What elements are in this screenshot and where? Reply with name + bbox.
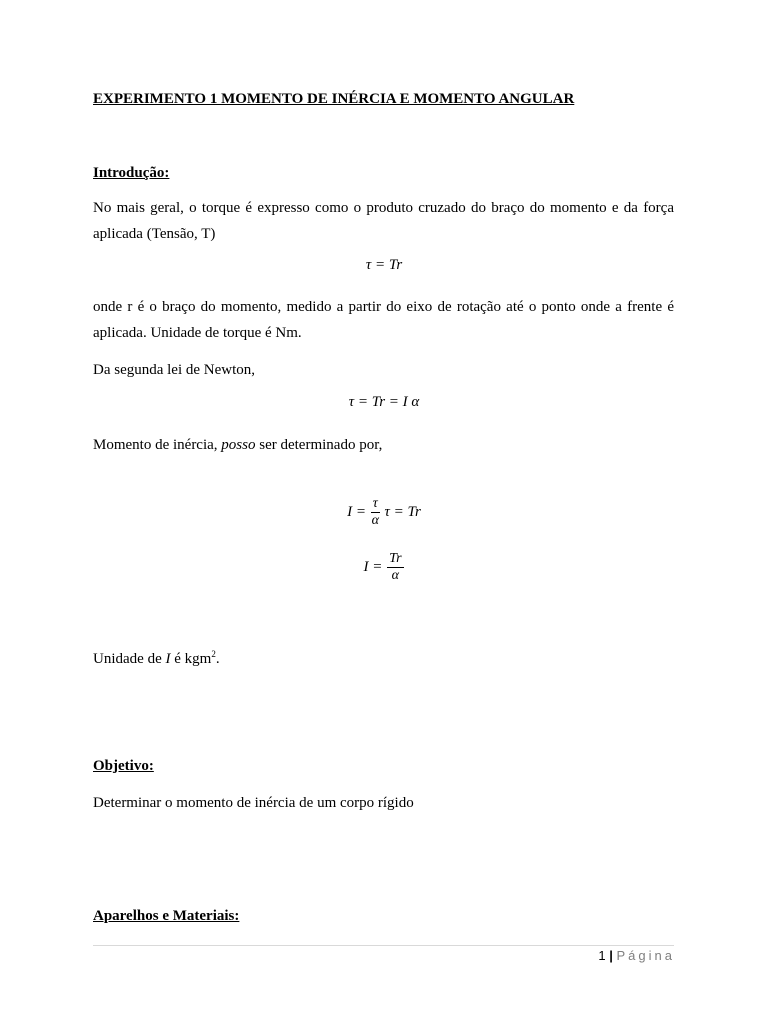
equation-4 — [0, 551, 768, 584]
intro-paragraph-4-end: ser determinado por, — [255, 437, 383, 453]
footer-divider — [93, 945, 674, 946]
unit-exponent: 2 — [211, 649, 216, 659]
equation-3-rhs: τ = Tr — [384, 503, 421, 520]
intro-paragraph-2: onde r é o braço do momento, medido a partir do eixo de rotação até o ponto onde a frente é aplicada. Unidade de torque é Nm. — [93, 299, 674, 341]
unit-symbol: I — [165, 651, 171, 667]
equation-3-lhs: I = — [347, 503, 366, 520]
intro-heading: Introdução: — [93, 165, 170, 181]
equation-4-denominator: α — [391, 568, 399, 583]
equation-4-fraction — [387, 551, 403, 584]
equation-1: τ = Tr — [365, 257, 403, 273]
equation-3 — [0, 496, 768, 529]
intro-paragraph-4-start: Momento de inércia, — [93, 437, 222, 453]
unit-sentence — [93, 641, 674, 672]
unit-sentence-end: . — [215, 651, 220, 667]
equation-3-fraction — [371, 496, 380, 529]
unit-sentence-mid: é kgm — [170, 651, 212, 667]
intro-paragraph-1: No mais geral, o torque é expresso como o produto cruzado do braço do momento e da força aplicada (Tensão, T) — [93, 200, 674, 242]
equation-2: τ = Tr = I α — [348, 394, 420, 410]
equation-3-denominator: α — [371, 513, 379, 528]
equation-3-numerator: τ — [372, 496, 378, 511]
document-title: EXPERIMENTO 1 MOMENTO DE INÉRCIA E MOMENTO ANGULAR — [93, 91, 575, 107]
objective-text: Determinar o momento de inércia de um corpo rígido — [93, 795, 414, 811]
page-label: Página — [616, 948, 675, 963]
page-footer — [598, 947, 675, 965]
unit-sentence-start: Unidade de — [93, 651, 166, 667]
equation-4-numerator: Tr — [389, 551, 402, 566]
intro-paragraph-4 — [93, 432, 674, 458]
footer-separator: | — [609, 948, 613, 963]
intro-paragraph-3: Da segunda lei de Newton, — [93, 362, 256, 378]
materials-heading: Aparelhos e Materiais: — [93, 908, 240, 924]
page-number: 1 — [598, 948, 606, 963]
equation-4-lhs: I = — [363, 558, 383, 575]
intro-paragraph-4-italic: posso — [221, 437, 256, 453]
objective-heading: Objetivo: — [93, 758, 154, 774]
